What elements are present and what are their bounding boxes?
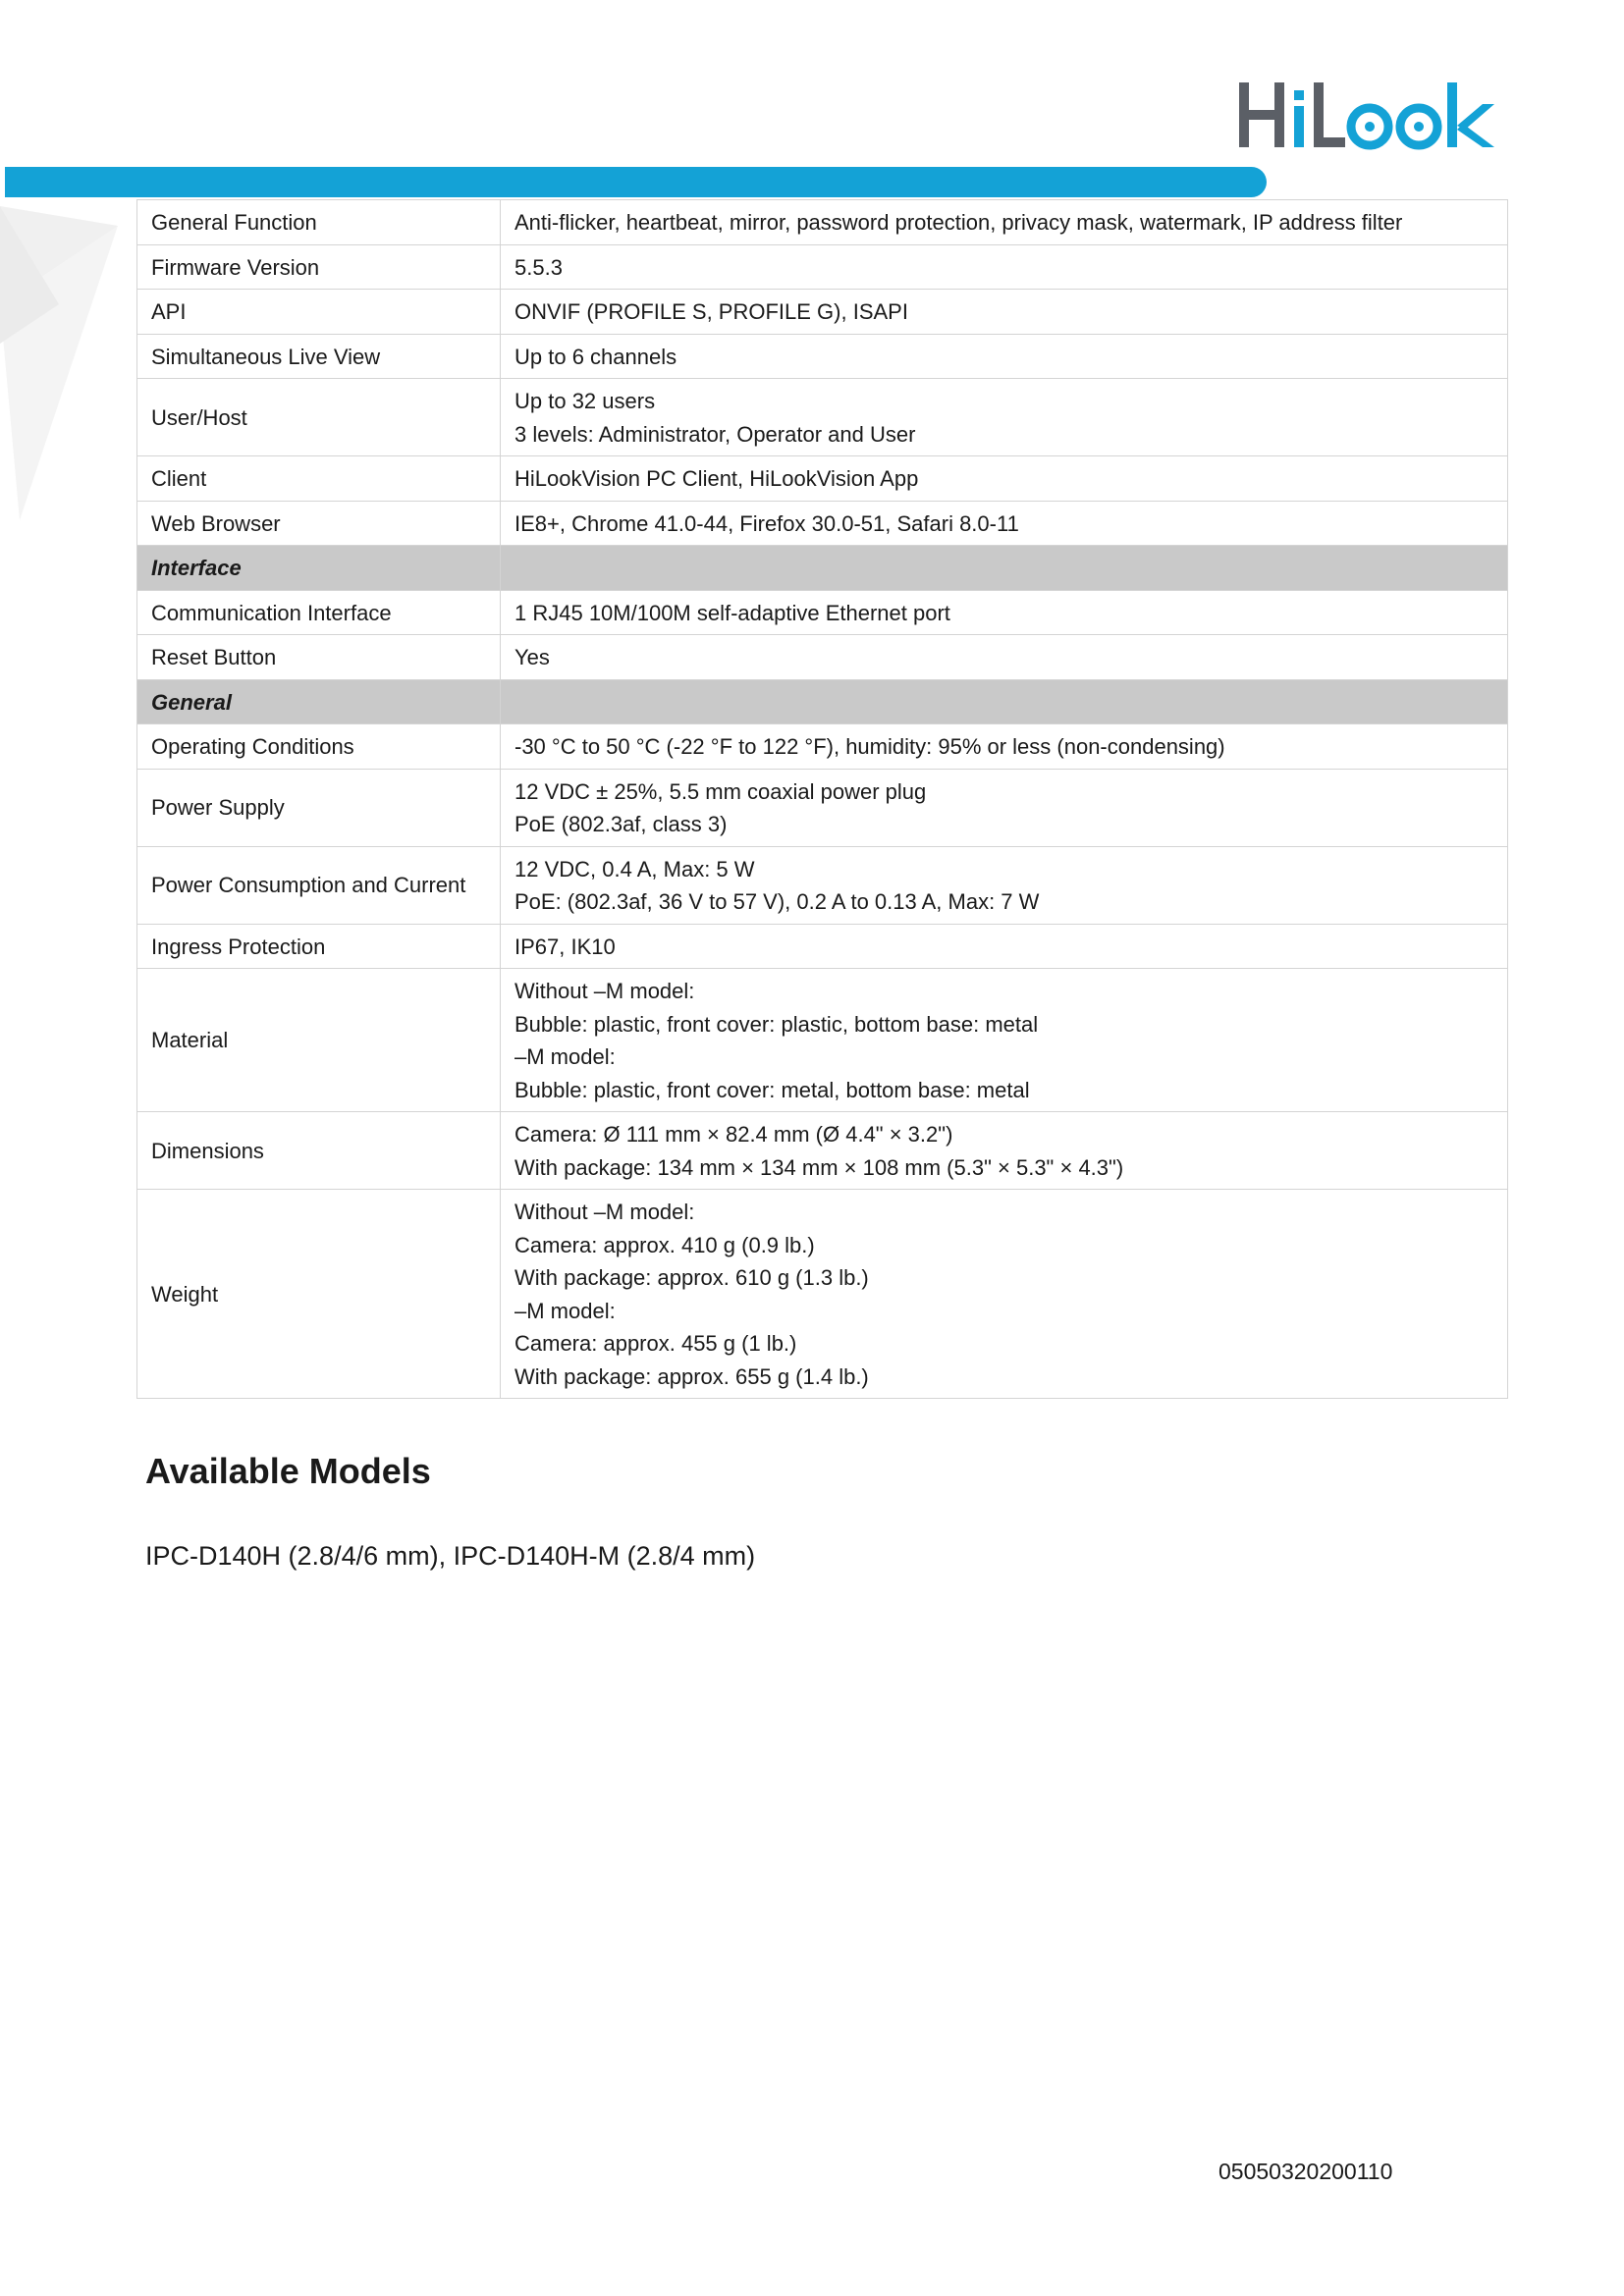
spec-row (137, 846, 1508, 924)
spec-row (137, 924, 1508, 969)
section-header: General (137, 679, 501, 724)
spec-label: Communication Interface (137, 590, 501, 635)
spec-label: API (137, 290, 501, 335)
spec-label: Web Browser (137, 501, 501, 546)
spec-value (501, 724, 1508, 770)
spec-row (137, 334, 1508, 379)
spec-value-line: Up to 32 users (514, 389, 656, 413)
spec-value-line: Anti-flicker, heartbeat, mirror, password protection, privacy mask, watermark, IP address filter (514, 210, 1403, 235)
available-models-title: Available Models (145, 1451, 431, 1491)
spec-row (137, 635, 1508, 680)
spec-value-line: Camera: approx. 410 g (0.9 lb.) (514, 1232, 815, 1257)
spec-value-line: IP67, IK10 (514, 934, 616, 959)
spec-value (501, 379, 1508, 456)
spec-value-line: With package: 134 mm × 134 mm × 108 mm (5.3" × 5.3" × 4.3") (514, 1154, 1124, 1180)
spec-value-line: Up to 6 channels (514, 344, 677, 369)
spec-row (137, 769, 1508, 846)
spec-label: Reset Button (137, 635, 501, 680)
available-models-list: IPC-D140H (2.8/4/6 mm), IPC-D140H-M (2.8/4 mm) (145, 1541, 756, 1571)
spec-row (137, 290, 1508, 335)
spec-value-line: PoE: (802.3af, 36 V to 57 V), 0.2 A to 0.13 A, Max: 7 W (514, 889, 1040, 914)
spec-label: Weight (137, 1190, 501, 1399)
spec-value (501, 924, 1508, 969)
spec-value (501, 846, 1508, 924)
section-header-fill (501, 679, 1508, 724)
spec-value-line: Camera: approx. 455 g (1 lb.) (514, 1331, 797, 1356)
spec-row (137, 590, 1508, 635)
watermark-graphic (0, 187, 137, 530)
document-code: 05050320200110 (1218, 2159, 1393, 2184)
spec-value (501, 456, 1508, 502)
spec-value-line: PoE (802.3af, class 3) (514, 812, 728, 836)
spec-label: Ingress Protection (137, 924, 501, 969)
spec-value-line: With package: approx. 655 g (1.4 lb.) (514, 1363, 869, 1389)
spec-value (501, 1112, 1508, 1190)
spec-row (137, 724, 1508, 770)
spec-value-line: Without –M model: (514, 1200, 695, 1224)
spec-value-line: Camera: Ø 111 mm × 82.4 mm (Ø 4.4" × 3.2") (514, 1122, 953, 1147)
spec-value (501, 200, 1508, 245)
spec-value-line: –M model: (514, 1044, 616, 1069)
spec-value (501, 590, 1508, 635)
spec-value-line: -30 °C to 50 °C (-22 °F to 122 °F), humidity: 95% or less (non-condensing) (514, 734, 1225, 759)
spec-value-line: Yes (514, 645, 550, 669)
spec-value (501, 290, 1508, 335)
spec-table (136, 199, 1508, 1399)
spec-value (501, 244, 1508, 290)
section-header-row (137, 546, 1508, 591)
spec-value (501, 969, 1508, 1112)
spec-value-line: 12 VDC ± 25%, 5.5 mm coaxial power plug (514, 778, 927, 804)
spec-value (501, 1190, 1508, 1399)
spec-value-line: 3 levels: Administrator, Operator and User (514, 421, 916, 447)
spec-label: Client (137, 456, 501, 502)
spec-row (137, 200, 1508, 245)
spec-label: General Function (137, 200, 501, 245)
spec-value-line: Bubble: plastic, front cover: plastic, bottom base: metal (514, 1011, 1039, 1037)
spec-value-line: –M model: (514, 1298, 616, 1323)
spec-value-line: 1 RJ45 10M/100M self-adaptive Ethernet port (514, 600, 950, 625)
spec-label: Dimensions (137, 1112, 501, 1190)
hilook-logo (1237, 71, 1502, 159)
spec-row (137, 456, 1508, 502)
spec-row (137, 1190, 1508, 1399)
spec-label: Material (137, 969, 501, 1112)
spec-label: User/Host (137, 379, 501, 456)
spec-value-line: HiLookVision PC Client, HiLookVision App (514, 466, 919, 491)
spec-row (137, 379, 1508, 456)
section-header-fill (501, 546, 1508, 591)
spec-row (137, 969, 1508, 1112)
spec-value-line: ONVIF (PROFILE S, PROFILE G), ISAPI (514, 299, 908, 324)
spec-value-line: 5.5.3 (514, 254, 563, 280)
spec-label: Simultaneous Live View (137, 334, 501, 379)
spec-value (501, 501, 1508, 546)
section-header-row (137, 679, 1508, 724)
spec-label: Power Supply (137, 769, 501, 846)
spec-value-line: IE8+, Chrome 41.0-44, Firefox 30.0-51, Safari 8.0-11 (514, 510, 1019, 536)
spec-value-line: With package: approx. 610 g (1.3 lb.) (514, 1265, 869, 1290)
spec-value (501, 769, 1508, 846)
header-accent-bar (5, 167, 1267, 197)
spec-value (501, 635, 1508, 680)
spec-label: Firmware Version (137, 244, 501, 290)
spec-row (137, 244, 1508, 290)
section-header: Interface (137, 546, 501, 591)
spec-row (137, 1112, 1508, 1190)
spec-value-line: Bubble: plastic, front cover: metal, bottom base: metal (514, 1077, 1030, 1102)
spec-row (137, 501, 1508, 546)
spec-label: Operating Conditions (137, 724, 501, 770)
spec-value-line: Without –M model: (514, 979, 695, 1003)
spec-value-line: 12 VDC, 0.4 A, Max: 5 W (514, 856, 755, 881)
spec-label: Power Consumption and Current (137, 846, 501, 924)
spec-value (501, 334, 1508, 379)
